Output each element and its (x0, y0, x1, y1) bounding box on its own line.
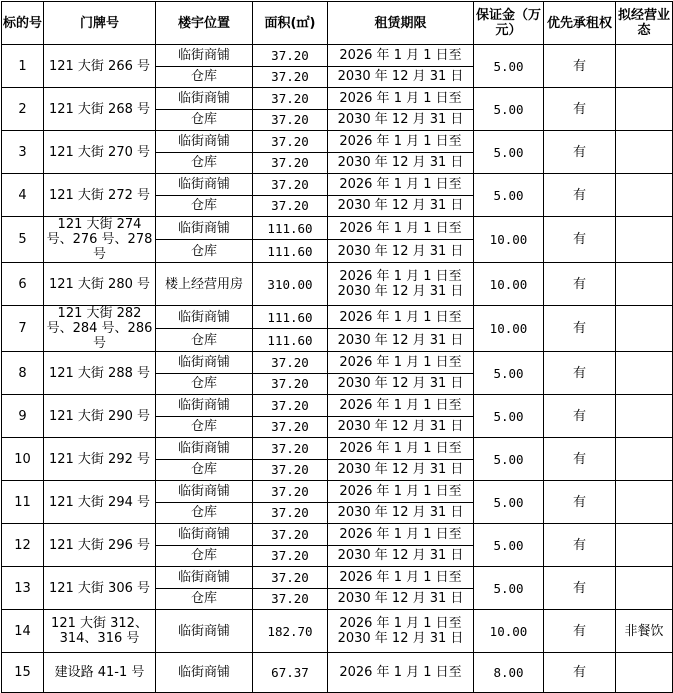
term-cell: 2030 年 12 月 31 日 (328, 416, 474, 438)
term-cell: 2030 年 12 月 31 日 (328, 373, 474, 395)
area-cell: 37.20 (253, 66, 328, 88)
table-row (2, 306, 673, 329)
location-cell: 仓库 (156, 195, 253, 217)
deposit-cell: 5.00 (474, 524, 544, 567)
deposit-cell: 5.00 (474, 395, 544, 438)
priority-cell: 有 (544, 263, 616, 306)
term-cell: 2026 年 1 月 1 日至 (328, 306, 474, 329)
address-cell: 建设路 41-1 号 (44, 653, 156, 693)
business-cell (616, 174, 673, 217)
location-cell: 临街商铺 (156, 524, 253, 546)
area-cell: 37.20 (253, 352, 328, 374)
deposit-cell: 5.00 (474, 88, 544, 131)
lot-no-cell: 1 (2, 45, 44, 88)
term-cell: 2030 年 12 月 31 日 (328, 502, 474, 524)
term-cell: 2026 年 1 月 1 日至 (328, 524, 474, 546)
header-deposit: 保证金（万元） (474, 2, 544, 45)
term-cell: 2026 年 1 月 1 日至 2030 年 12 月 31 日 (328, 610, 474, 653)
term-cell: 2026 年 1 月 1 日至 (328, 438, 474, 460)
business-cell (616, 524, 673, 567)
priority-cell: 有 (544, 438, 616, 481)
table-row (2, 263, 673, 306)
priority-cell: 有 (544, 45, 616, 88)
location-cell: 仓库 (156, 152, 253, 174)
lease-table (1, 1, 673, 693)
address-cell: 121 大街 306 号 (44, 567, 156, 610)
term-cell: 2030 年 12 月 31 日 (328, 152, 474, 174)
lot-no-cell: 12 (2, 524, 44, 567)
deposit-cell: 10.00 (474, 610, 544, 653)
term-cell: 2026 年 1 月 1 日至 (328, 481, 474, 503)
location-cell: 临街商铺 (156, 395, 253, 417)
deposit-cell: 5.00 (474, 45, 544, 88)
location-cell: 临街商铺 (156, 653, 253, 693)
address-cell: 121 大街 288 号 (44, 352, 156, 395)
location-cell: 仓库 (156, 545, 253, 567)
location-cell: 临街商铺 (156, 45, 253, 67)
deposit-cell: 10.00 (474, 306, 544, 352)
address-cell: 121 大街 270 号 (44, 131, 156, 174)
address-cell: 121 大街 266 号 (44, 45, 156, 88)
deposit-cell: 5.00 (474, 131, 544, 174)
area-cell: 111.60 (253, 306, 328, 329)
area-cell: 37.20 (253, 588, 328, 610)
address-cell: 121 大街 296 号 (44, 524, 156, 567)
business-cell (616, 653, 673, 693)
location-cell: 楼上经营用房 (156, 263, 253, 306)
location-cell: 临街商铺 (156, 88, 253, 110)
deposit-cell: 10.00 (474, 263, 544, 306)
address-cell: 121 大街 268 号 (44, 88, 156, 131)
area-cell: 182.70 (253, 610, 328, 653)
address-cell: 121 大街 312、314、316 号 (44, 610, 156, 653)
location-cell: 仓库 (156, 416, 253, 438)
business-cell: 非餐饮 (616, 610, 673, 653)
location-cell: 仓库 (156, 109, 253, 131)
term-cell: 2030 年 12 月 31 日 (328, 588, 474, 610)
business-cell (616, 88, 673, 131)
term-cell: 2026 年 1 月 1 日至 (328, 88, 474, 110)
deposit-cell: 5.00 (474, 174, 544, 217)
header-lot-no: 标的号 (2, 2, 44, 45)
table-row (2, 131, 673, 153)
lot-no-cell: 9 (2, 395, 44, 438)
term-cell: 2026 年 1 月 1 日至 2030 年 12 月 31 日 (328, 263, 474, 306)
business-cell (616, 217, 673, 263)
area-cell: 37.20 (253, 195, 328, 217)
priority-cell: 有 (544, 88, 616, 131)
address-cell: 121 大街 274 号、276 号、278 号 (44, 217, 156, 263)
area-cell: 37.20 (253, 174, 328, 196)
table-row (2, 567, 673, 589)
header-term: 租赁期限 (328, 2, 474, 45)
address-cell: 121 大街 294 号 (44, 481, 156, 524)
business-cell (616, 263, 673, 306)
business-cell (616, 45, 673, 88)
business-cell (616, 438, 673, 481)
table-row (2, 481, 673, 503)
area-cell: 37.20 (253, 567, 328, 589)
location-cell: 临街商铺 (156, 306, 253, 329)
term-cell: 2026 年 1 月 1 日至 (328, 395, 474, 417)
business-cell (616, 352, 673, 395)
area-cell: 111.60 (253, 329, 328, 352)
table-row (2, 88, 673, 110)
priority-cell: 有 (544, 306, 616, 352)
table-row (2, 524, 673, 546)
header-location: 楼宇位置 (156, 2, 253, 45)
lot-no-cell: 5 (2, 217, 44, 263)
lot-no-cell: 14 (2, 610, 44, 653)
address-cell: 121 大街 280 号 (44, 263, 156, 306)
lot-no-cell: 4 (2, 174, 44, 217)
priority-cell: 有 (544, 217, 616, 263)
location-cell: 临街商铺 (156, 174, 253, 196)
priority-cell: 有 (544, 653, 616, 693)
priority-cell: 有 (544, 481, 616, 524)
area-cell: 37.20 (253, 524, 328, 546)
area-cell: 37.20 (253, 109, 328, 131)
location-cell: 临街商铺 (156, 352, 253, 374)
term-cell: 2030 年 12 月 31 日 (328, 109, 474, 131)
area-cell: 37.20 (253, 416, 328, 438)
area-cell: 37.20 (253, 545, 328, 567)
deposit-cell: 8.00 (474, 653, 544, 693)
term-cell: 2030 年 12 月 31 日 (328, 329, 474, 352)
deposit-cell: 5.00 (474, 567, 544, 610)
lot-no-cell: 10 (2, 438, 44, 481)
lot-no-cell: 11 (2, 481, 44, 524)
area-cell: 37.20 (253, 45, 328, 67)
term-cell: 2026 年 1 月 1 日至 (328, 174, 474, 196)
address-cell: 121 大街 272 号 (44, 174, 156, 217)
address-cell: 121 大街 290 号 (44, 395, 156, 438)
location-cell: 仓库 (156, 459, 253, 481)
lot-no-cell: 6 (2, 263, 44, 306)
priority-cell: 有 (544, 395, 616, 438)
header-priority: 优先承租权 (544, 2, 616, 45)
location-cell: 仓库 (156, 588, 253, 610)
area-cell: 67.37 (253, 653, 328, 693)
area-cell: 37.20 (253, 131, 328, 153)
location-cell: 仓库 (156, 240, 253, 263)
area-cell: 37.20 (253, 373, 328, 395)
lot-no-cell: 8 (2, 352, 44, 395)
priority-cell: 有 (544, 174, 616, 217)
table-row (2, 653, 673, 693)
priority-cell: 有 (544, 610, 616, 653)
business-cell (616, 395, 673, 438)
priority-cell: 有 (544, 567, 616, 610)
location-cell: 临街商铺 (156, 567, 253, 589)
header-business: 拟经营业态 (616, 2, 673, 45)
term-cell: 2030 年 12 月 31 日 (328, 66, 474, 88)
deposit-cell: 5.00 (474, 352, 544, 395)
deposit-cell: 10.00 (474, 217, 544, 263)
lot-no-cell: 2 (2, 88, 44, 131)
lot-no-cell: 13 (2, 567, 44, 610)
table-row (2, 610, 673, 653)
priority-cell: 有 (544, 524, 616, 567)
priority-cell: 有 (544, 352, 616, 395)
header-row (2, 2, 673, 45)
table-row (2, 438, 673, 460)
location-cell: 临街商铺 (156, 217, 253, 240)
area-cell: 37.20 (253, 395, 328, 417)
business-cell (616, 481, 673, 524)
term-cell: 2030 年 12 月 31 日 (328, 545, 474, 567)
term-cell: 2026 年 1 月 1 日至 (328, 217, 474, 240)
deposit-cell: 5.00 (474, 481, 544, 524)
term-cell: 2026 年 1 月 1 日至 (328, 653, 474, 693)
area-cell: 111.60 (253, 217, 328, 240)
table-row (2, 395, 673, 417)
area-cell: 37.20 (253, 459, 328, 481)
area-cell: 37.20 (253, 438, 328, 460)
header-area: 面积(㎡) (253, 2, 328, 45)
business-cell (616, 567, 673, 610)
location-cell: 临街商铺 (156, 131, 253, 153)
business-cell (616, 306, 673, 352)
deposit-cell: 5.00 (474, 438, 544, 481)
business-cell (616, 131, 673, 174)
location-cell: 仓库 (156, 329, 253, 352)
area-cell: 310.00 (253, 263, 328, 306)
area-cell: 37.20 (253, 152, 328, 174)
table-row (2, 174, 673, 196)
address-cell: 121 大街 292 号 (44, 438, 156, 481)
location-cell: 仓库 (156, 502, 253, 524)
term-cell: 2026 年 1 月 1 日至 (328, 352, 474, 374)
location-cell: 仓库 (156, 373, 253, 395)
location-cell: 临街商铺 (156, 610, 253, 653)
location-cell: 临街商铺 (156, 438, 253, 460)
location-cell: 仓库 (156, 66, 253, 88)
address-cell: 121 大街 282 号、284 号、286 号 (44, 306, 156, 352)
area-cell: 111.60 (253, 240, 328, 263)
lot-no-cell: 3 (2, 131, 44, 174)
table-body (2, 45, 673, 693)
area-cell: 37.20 (253, 481, 328, 503)
table-row (2, 45, 673, 67)
term-cell: 2026 年 1 月 1 日至 (328, 131, 474, 153)
term-cell: 2030 年 12 月 31 日 (328, 459, 474, 481)
priority-cell: 有 (544, 131, 616, 174)
term-cell: 2026 年 1 月 1 日至 (328, 45, 474, 67)
area-cell: 37.20 (253, 502, 328, 524)
area-cell: 37.20 (253, 88, 328, 110)
location-cell: 临街商铺 (156, 481, 253, 503)
lot-no-cell: 7 (2, 306, 44, 352)
lot-no-cell: 15 (2, 653, 44, 693)
term-cell: 2030 年 12 月 31 日 (328, 195, 474, 217)
table-row (2, 352, 673, 374)
table-row (2, 217, 673, 240)
header-address: 门牌号 (44, 2, 156, 45)
term-cell: 2026 年 1 月 1 日至 (328, 567, 474, 589)
term-cell: 2030 年 12 月 31 日 (328, 240, 474, 263)
